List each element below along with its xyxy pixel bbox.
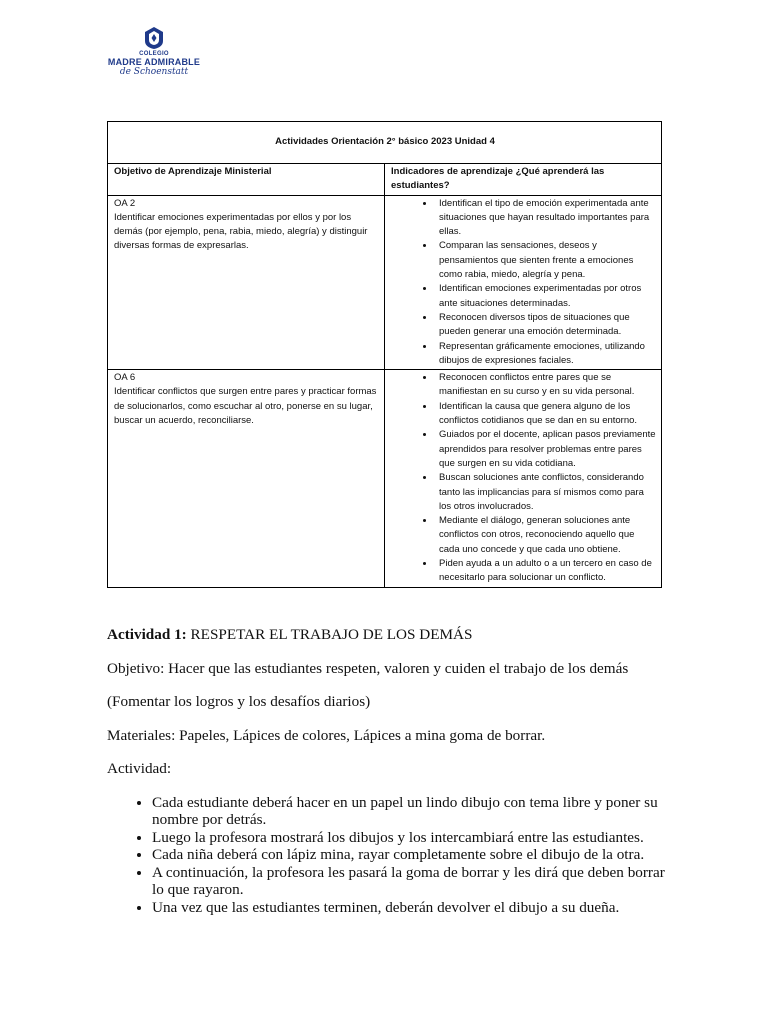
- indicator-item: • Reconocen diversos tipos de situaciones que pueden generar una emoción determinada.: [435, 311, 656, 340]
- objectives-table: [107, 121, 662, 588]
- list-item: • Cada niña deberá con lápiz mina, rayar completamente sobre el dibujo de la otra.: [152, 846, 667, 864]
- indicator-item: • Representan gráficamente emociones, utilizando dibujos de expresiones faciales.: [435, 340, 656, 369]
- activity-heading: [107, 626, 667, 644]
- header-indicators: Indicadores de aprendizaje ¿Qué aprenderá las estudiantes?: [385, 164, 662, 196]
- table-row: [108, 195, 662, 370]
- activity-steps-label: Actividad:: [107, 760, 172, 777]
- table-title-row: [108, 122, 662, 164]
- list-item: • A continuación, la profesora les pasará la goma de borrar y les dirá que deben borrar lo que rayaron.: [152, 864, 667, 899]
- objective-code: OA 2: [114, 197, 136, 209]
- activity-title: RESPETAR EL TRABAJO DE LOS DEMÁS: [186, 626, 473, 643]
- indicator-item: • Reconocen conflictos entre pares que se manifiestan en su curso y en su vida personal.: [435, 371, 656, 400]
- activity-objective: Objetivo: Hacer que las estudiantes respeten, valoren y cuiden el trabajo de los demás: [107, 659, 629, 677]
- table-title: Actividades Orientación 2° básico 2023 Unidad 4: [108, 122, 662, 164]
- indicator-list: [391, 371, 656, 585]
- list-item: • Cada estudiante deberá hacer en un papel un lindo dibujo con tema libre y poner su nombre por detrás.: [152, 794, 667, 829]
- school-logo: [104, 26, 204, 92]
- list-item: • Una vez que las estudiantes terminen, deberán devolver el dibujo a su dueña.: [152, 899, 667, 917]
- indicator-item: • Mediante el diálogo, generan soluciones ante conflictos con otros, reconociendo aquello que cada uno concede y que cada uno obtiene.: [435, 514, 656, 557]
- indicator-item: • Guiados por el docente, aplican pasos previamente aprendidos para resolver problemas entre pares que surgen en su vida cotidiana.: [435, 428, 656, 471]
- indicator-item: • Piden ayuda a un adulto o a un tercero en caso de necesitarlo para solucionar un conflicto.: [435, 557, 656, 586]
- indicator-item: • Identifican emociones experimentadas por otros ante situaciones determinadas.: [435, 282, 656, 311]
- activity-section: [107, 626, 667, 916]
- objective-cell: [108, 195, 385, 370]
- school-crest-icon: [143, 26, 165, 50]
- indicator-item: • Buscan soluciones ante conflictos, considerando tanto las implicancias para sí mismos como para los otros involucrados.: [435, 471, 656, 514]
- indicators-cell: [385, 370, 662, 587]
- activity-label: Actividad 1:: [107, 626, 187, 643]
- objective-code: OA 6: [114, 372, 136, 384]
- indicator-list: [391, 197, 656, 369]
- objective-text: Identificar conflictos que surgen entre pares y practicar formas de solucionarlos, como escuchar al otro, ponerse en su lugar, buscar un acuerdo, reconciliarse.: [114, 386, 377, 427]
- indicator-item: • Comparan las sensaciones, deseos y pensamientos que sienten frente a emociones como rabia, miedo, alegría y pena.: [435, 239, 656, 282]
- indicator-item: • Identifican la causa que genera alguno de los conflictos cotidianos que se dan en su entorno.: [435, 400, 656, 429]
- activity-note: (Fomentar los logros y los desafíos diarios): [107, 693, 371, 710]
- indicators-cell: [385, 195, 662, 370]
- table-row: [108, 370, 662, 587]
- table-header-row: [108, 164, 662, 196]
- indicator-item: • Identifican el tipo de emoción experimentada ante situaciones que hayan resultado importantes para ellas.: [435, 197, 656, 240]
- logo-text-name: MADRE ADMIRABLE: [107, 57, 201, 67]
- objective-text: Identificar emociones experimentadas por ellos y por los demás (por ejemplo, pena, rabia, miedo, alegría) y distinguir diversas formas de expresarlas.: [114, 211, 368, 252]
- activity-materials: Materiales: Papeles, Lápices de colores, Lápices a mina goma de borrar.: [107, 726, 546, 744]
- logo-text-script: de Schoenstatt: [119, 67, 189, 77]
- activity-steps: [107, 794, 667, 917]
- list-item: • Luego la profesora mostrará los dibujos y los intercambiará entre las estudiantes.: [152, 829, 667, 847]
- logo-text-college: COLEGIO: [139, 51, 169, 57]
- header-objective: Objetivo de Aprendizaje Ministerial: [108, 164, 385, 196]
- objective-cell: [108, 370, 385, 587]
